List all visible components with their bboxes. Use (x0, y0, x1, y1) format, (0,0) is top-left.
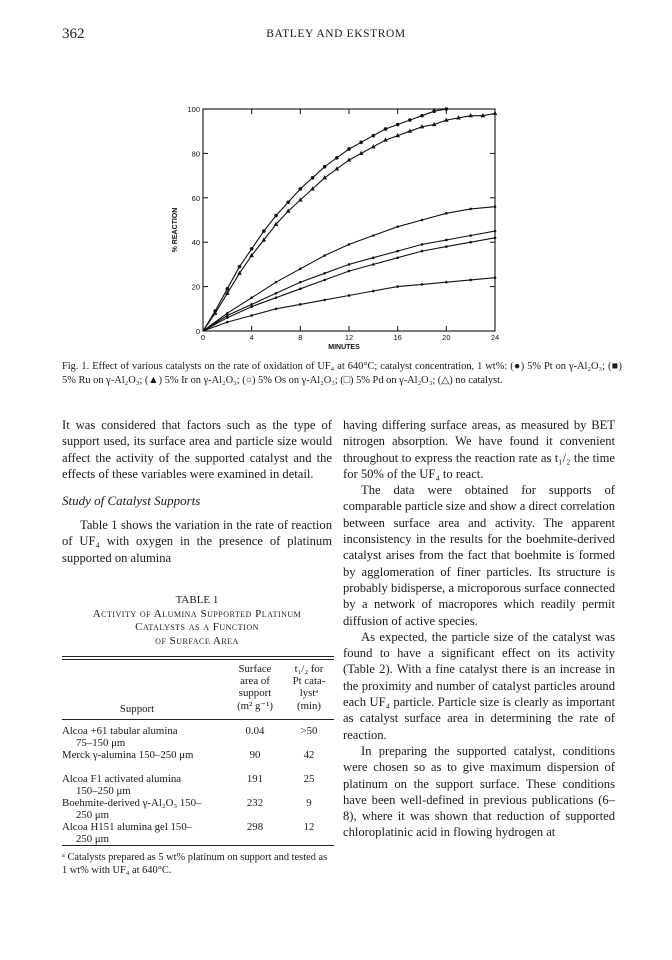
data-point-dot (421, 250, 424, 253)
data-point-dot (372, 256, 375, 259)
series-line-3 (203, 207, 495, 331)
data-point-circle (311, 176, 315, 180)
data-point-circle (299, 187, 303, 191)
x-axis-label: MINUTES (328, 344, 360, 351)
left-column-paragraph-2 (62, 517, 332, 566)
data-point-dot (494, 276, 497, 279)
data-point-dot (348, 294, 351, 297)
data-point-dot (299, 281, 302, 284)
cell-half-time: 12 (303, 821, 315, 833)
data-point-dot (469, 241, 472, 244)
cell-half-time: >50 (300, 725, 318, 737)
data-point-triangle (493, 111, 498, 115)
data-point-dot (421, 243, 424, 246)
data-point-dot (226, 312, 229, 315)
data-point-circle (372, 134, 376, 138)
plot-frame (203, 109, 495, 331)
data-point-circle (335, 156, 339, 160)
cell-half-time: 25 (303, 773, 315, 785)
table-footnote: ᵃ Catalysts prepared as 5 wt% platinum on support and tested as 1 wt% with UF₄ at 640°C. (62, 852, 328, 876)
data-point-circle (286, 200, 290, 204)
data-point-circle (323, 165, 327, 169)
header-line: (m² g⁻¹) (237, 699, 273, 712)
header-line: area of (240, 675, 270, 688)
header-line: (min) (297, 699, 321, 712)
figure-1-chart (160, 95, 520, 357)
data-point-dot (299, 268, 302, 271)
data-point-circle (432, 109, 436, 113)
table-bottom-rule (62, 845, 334, 846)
table-label: TABLE 1 (175, 594, 219, 606)
cell-surface-area: 191 (246, 773, 264, 785)
data-point-dot (323, 254, 326, 257)
data-point-dot (494, 230, 497, 233)
cell-support (62, 725, 232, 749)
data-point-dot (299, 288, 302, 291)
table-top-rule (62, 656, 334, 657)
paragraph: As expected, the particle size of the catalyst was found to have a significant effect on its activity (Table 2). With a fine catalyst there is an increase in the proximity and number of catalyst particles around each UF₄ particle. Particle size is clearly as important as catalyst surface area in determining the rate of reaction. (343, 629, 615, 742)
series-line-6 (203, 278, 495, 331)
data-point-dot (494, 236, 497, 239)
data-point-dot (250, 303, 253, 306)
data-point-dot (275, 281, 278, 284)
data-point-dot (226, 321, 229, 324)
section-heading: Study of Catalyst Supports (62, 493, 201, 508)
column-header-half-time (284, 663, 334, 712)
data-point-dot (445, 239, 448, 242)
support-line-2: 250 μm (76, 809, 110, 821)
data-point-dot (469, 234, 472, 237)
x-tick-label: 16 (393, 333, 402, 342)
x-tick-label: 8 (298, 333, 303, 342)
support-line-2: 250 μm (76, 833, 110, 845)
running-head: BATLEY AND EKSTROM (266, 28, 406, 40)
y-tick-label: 80 (191, 149, 200, 159)
data-point-dot (299, 303, 302, 306)
y-axis-label: % REACTION (172, 207, 179, 253)
paragraph: Table 1 shows the variation in the rate of reaction of UF₄ with oxygen in the presence of platinum supported on alumina (62, 518, 332, 565)
left-column-paragraph-1 (62, 417, 332, 482)
data-point-dot (323, 279, 326, 282)
y-tick-label: 60 (191, 193, 200, 203)
cell-surface-area: 298 (246, 821, 264, 833)
support-line-2: 75–150 μm (76, 737, 126, 749)
data-point-dot (372, 290, 375, 293)
paragraph: In preparing the supported catalyst, conditions were chosen so as to give maximum dispersion of platinum on the support surface. These conditions have been well-defined in previous publications (6–8), where it was shown that reduction of supported chloroplatinic acid in flowing hydrogen at (343, 743, 615, 840)
data-point-circle (396, 123, 400, 127)
data-point-dot (226, 316, 229, 319)
data-point-dot (275, 308, 278, 311)
x-tick-label: 20 (442, 333, 451, 342)
y-tick-label: 20 (191, 282, 200, 292)
data-point-dot (250, 296, 253, 299)
data-point-dot (396, 285, 399, 288)
cell-surface-area: 0.04 (245, 725, 265, 737)
table-header-rule (62, 719, 334, 720)
data-point-circle (420, 114, 424, 118)
right-column (343, 417, 615, 841)
data-point-circle (359, 141, 363, 145)
data-point-triangle (335, 166, 340, 170)
data-point-dot (226, 314, 229, 317)
cell-half-time: 9 (306, 797, 312, 809)
support-line-1: Alcoa H151 alumina gel 150– (62, 821, 193, 833)
data-point-circle (445, 107, 449, 111)
data-point-dot (348, 270, 351, 273)
data-point-dot (250, 314, 253, 317)
y-tick-label: 40 (191, 238, 200, 248)
table-top-rule-2 (62, 659, 334, 660)
paragraph: having differing surface areas, as measured by BET nitrogen absorption. We have found it convenient throughout to express the reaction rate as t₁/₂ the time for 50% of the UF₄ to react. (343, 418, 615, 481)
data-point-dot (275, 296, 278, 299)
data-point-circle (384, 127, 388, 131)
data-point-dot (323, 272, 326, 275)
data-point-circle (262, 229, 266, 233)
data-point-dot (445, 212, 448, 215)
figure-caption: Fig. 1. Effect of various catalysts on the rate of oxidation of UF₄ at 640°C; catalyst concentration, 1 wt%: (●) 5% Pt on γ-Al₂O₃; (■) 5% Ru on γ-Al₂O₃; (▲) 5% Ir on γ-Al₂O₃; (○) 5% Os on γ-Al₂O₃; (□) 5% Pd on γ-Al₂O₃; (△) no catalyst. (62, 361, 622, 386)
support-line-1: Alcoa +61 tabular alumina (62, 725, 178, 737)
column-header-support: Support (119, 703, 155, 715)
table-title-line: Catalysts as a Function (135, 621, 259, 633)
table-title (62, 594, 332, 648)
data-point-circle (274, 214, 278, 218)
data-point-dot (372, 234, 375, 237)
y-tick-label: 100 (187, 105, 200, 114)
data-point-dot (396, 250, 399, 253)
data-point-circle (347, 147, 351, 151)
paragraph: It was considered that factors such as the type of support used, its surface area and particle size would affect the activity of the supported catalyst and the effects of these variables were examined in detail. (62, 418, 332, 481)
data-point-dot (445, 245, 448, 248)
data-point-dot (396, 256, 399, 259)
data-point-circle (226, 287, 230, 291)
data-point-dot (275, 292, 278, 295)
column-header-surface-area (226, 663, 284, 712)
table-title-line: Activity of Alumina Supported Platinum (92, 607, 302, 620)
page-number: 362 (62, 26, 85, 42)
data-point-dot (494, 205, 497, 208)
cell-surface-area: 90 (249, 749, 261, 761)
data-point-dot (469, 279, 472, 282)
data-point-circle (250, 247, 254, 251)
y-tick-label: 0 (195, 327, 200, 336)
support-line-1: Alcoa F1 activated alumina (62, 773, 182, 785)
header-line: Surface (238, 663, 272, 675)
support-line-1: Boehmite-derived γ-Al₂O₃ 150– (62, 797, 202, 809)
data-point-dot (421, 219, 424, 222)
cell-surface-area: 232 (246, 797, 264, 809)
data-point-dot (396, 225, 399, 228)
cell-support (62, 797, 232, 821)
paragraph: The data were obtained for supports of comparable particle size and show a direct correlation between surface area and activity. The apparent inconsistency in the results for the boehmite-derived catalyst arises from the fact that boehmite is formed by agglomeration of finer particles. Its structure is probably bidisperse, a microporous surface connected by a network of macropores which readily permit diffusion of active species. (343, 483, 615, 628)
support-line-2: 150–250 μm (76, 785, 131, 797)
data-point-dot (469, 208, 472, 211)
header-line: t₁/₂ for (294, 663, 324, 675)
data-point-dot (348, 263, 351, 266)
data-point-dot (372, 263, 375, 266)
series-line-1 (203, 109, 446, 331)
x-tick-label: 0 (200, 333, 206, 342)
header-line: lystᵃ (299, 687, 319, 700)
series-line-2 (203, 113, 495, 331)
cell-half-time: 42 (303, 749, 315, 761)
data-point-dot (348, 243, 351, 246)
x-tick-label: 12 (344, 333, 354, 342)
cell-support (62, 773, 232, 797)
cell-support (62, 749, 232, 761)
data-point-dot (250, 305, 253, 308)
header-line: support (238, 687, 272, 700)
data-point-dot (445, 281, 448, 284)
data-point-circle (408, 118, 412, 122)
cell-support (62, 821, 232, 845)
header-line: Pt cata- (292, 675, 326, 688)
data-point-dot (421, 283, 424, 286)
data-point-dot (323, 299, 326, 302)
x-tick-label: 24 (490, 333, 500, 342)
support-line-1: Merck γ-alumina 150–250 μm (62, 749, 194, 761)
data-point-circle (238, 265, 242, 269)
table-title-line: of Surface Area (155, 634, 239, 647)
x-tick-label: 4 (249, 333, 254, 342)
